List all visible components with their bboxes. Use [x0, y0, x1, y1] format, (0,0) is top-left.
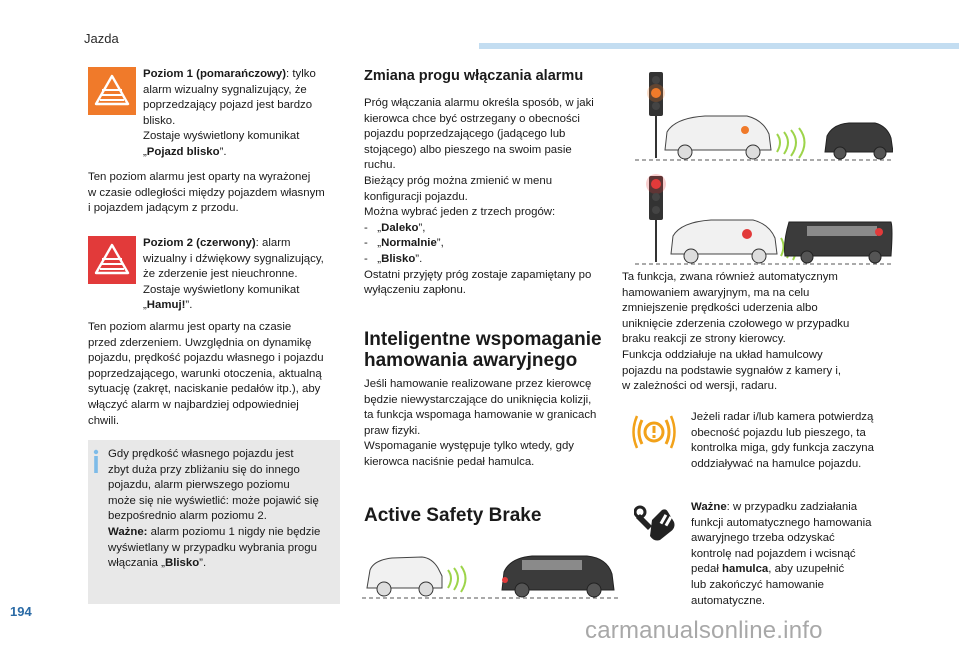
level2-text: Poziom 2 (czerwony): alarm wizualny i dźwiękowy sygnalizujący, że zderzenie jest nieuchronne. Zostaje wyświetlony komunikat „Hamuj!”. — [143, 237, 324, 312]
level1-message: Pojazd blisko — [146, 145, 220, 158]
level1-text: Poziom 1 (pomarańczowy): tylko alarm wizualny sygnalizujący, że poprzedzający pojazd jest bardzo blisko. Zostaje wyświetlony komunikat „Pojazd blisko”. — [143, 68, 316, 158]
radar-description: Jeżeli radar i/lub kamera potwierdzą obecność pojazdu lub pieszego, ta kontrolka miga, gdy funkcja zaczyna oddziaływać na hamulce pojazdu. — [691, 411, 874, 470]
asb-illustration — [362, 548, 618, 600]
header-section-label: Jazda — [84, 31, 119, 46]
wrench-hand-icon — [634, 500, 678, 544]
level2-explanation: Ten poziom alarmu jest oparty na czasie przed zderzeniem. Uwzględnia on dynamikę pojazdu, prędkość pojazdu własnego i pojazdu poprzedzającego, warunki otoczenia, aktualną sytuację (zakręt, naciskanie pedałów itp.), aby włączyć alarm w najbardziej odpowiedniej chwili. — [88, 321, 324, 427]
important-note: Ważne: w przypadku zadziałania funkcji automatycznego hamowania awaryjnego trzeba odzyskać kontrolę nad pojazdem i wcisnąć pedał hamulca, aby uzupełnić lub zakończyć hamowanie automatyczne. — [691, 501, 872, 607]
aeb-heading: Inteligentne wspomaganie hamowania awaryjnego — [364, 329, 602, 371]
level1-title: Poziom 1 (pomarańczowy) — [143, 68, 287, 80]
asb-heading: Active Safety Brake — [364, 505, 542, 526]
aeb-warning-icon — [632, 412, 676, 452]
level1-explanation: Ten poziom alarmu jest oparty na wyrażonej w czasie odległości między pojazdem własnym i pojazdem jadącym z przodu. — [88, 171, 325, 215]
function-description: Ta funkcja, zwana również automatycznym hamowaniem awaryjnym, ma na celu zmniejszenie prędkości uderzenia albo uniknięcie zderzenia czołowego w przypadku braku reakcji ze strony kierowcy. Funkcja oddziałuje na układ hamulcowy pojazdu na podstawie sygnałów z kamery i, w zależności od wersji, radaru. — [622, 271, 850, 393]
threshold-option-close: - „Blisko”. — [364, 252, 423, 265]
page-number: 194 — [10, 604, 32, 619]
watermark: carmanualsonline.info — [585, 617, 823, 644]
level1-warning-icon — [88, 67, 136, 115]
info-icon — [93, 449, 99, 473]
threshold-heading: Zmiana progu włączania alarmu — [364, 68, 584, 84]
level2-warning-icon — [88, 236, 136, 284]
header-bar — [479, 43, 959, 49]
threshold-option-far: - „Daleko”, — [364, 221, 426, 234]
threshold-text: Próg włączania alarmu określa sposób, w jaki kierowca chce być ostrzegany o obecności pojazdu poprzedzającego (jadącego lub stojącego) albo pieszego na swoim pasie ruchu. Bieżący próg można zmienić w menu konfiguracji pojazdu. Można wybrać jeden z trzech progów: - „Daleko”, - „Normalnie”, - „Blisko”. Ostatni przyjęty próg zostaje zapamiętany po wyłączeniu zapłonu. — [364, 96, 622, 299]
level2-title: Poziom 2 (czerwony) — [143, 237, 256, 249]
important-label: Ważne — [691, 501, 727, 513]
threshold-option-normal: - „Normalnie”, — [364, 237, 444, 250]
level2-message: Hamuj! — [146, 299, 186, 312]
note-important-label: Ważne: — [108, 525, 148, 538]
aeb-text: Jeśli hamowanie realizowane przez kierowcę będzie niewystarczające do uniknięcia kolizji, ta funkcja wspomaga hamowanie w granicach praw fizyki. Wspomaganie występuje tylko wtedy, gdy kierowca naciśnie pedał hamulca. — [364, 378, 597, 468]
info-note-text: Gdy prędkość własnego pojazdu jest zbyt duża przy zbliżaniu się do innego pojazdu, alarm pierwszego poziomu może się nie wyświetlić: może pojawić się bezpośrednio alarm poziomu 2. Ważne: alarm poziomu 1 nigdy nie będzie wyświetlany w przypadku wybrania progu włączania „Blisko”. — [108, 448, 321, 570]
level1-illustration — [635, 68, 893, 164]
level2-illustration — [635, 172, 893, 268]
